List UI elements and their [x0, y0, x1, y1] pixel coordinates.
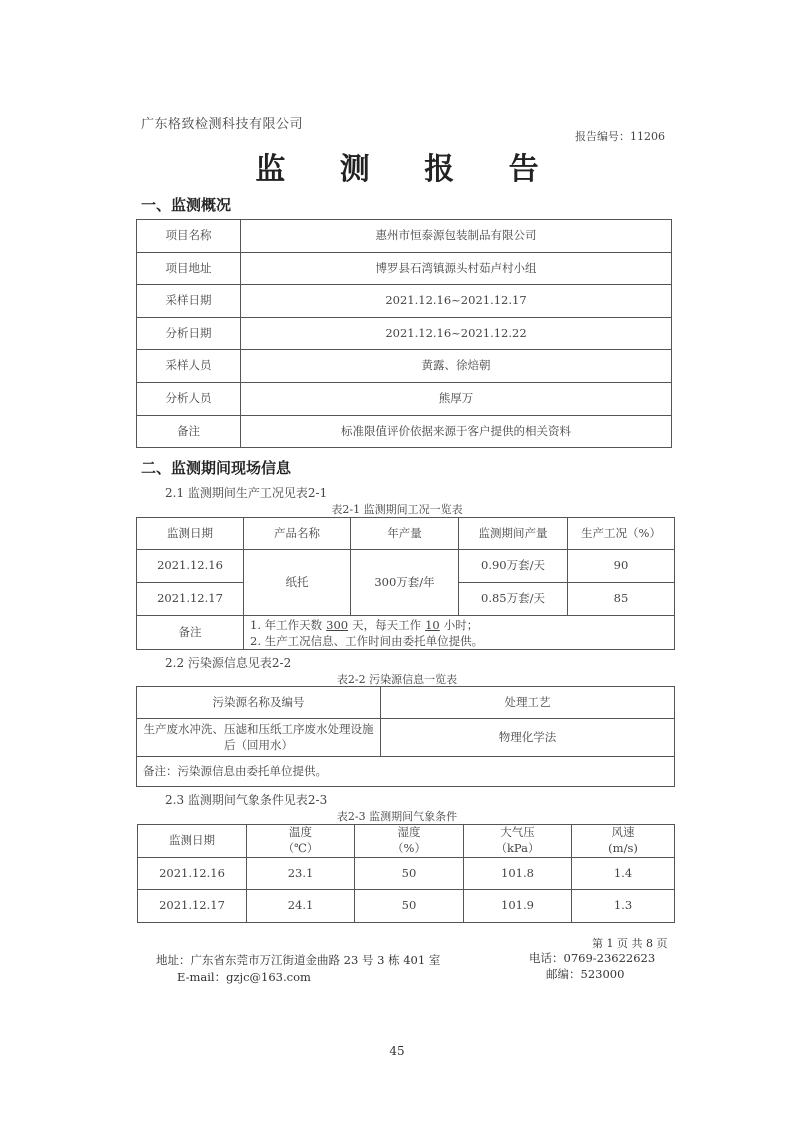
note-cell — [244, 616, 675, 650]
column-header — [138, 825, 247, 858]
column-header — [572, 825, 675, 858]
pressure-cell: 101.9 — [464, 890, 572, 923]
footer-email: E-mail：gzjc@163.com — [177, 970, 311, 984]
column-header — [355, 825, 464, 858]
table-row — [137, 757, 675, 787]
table-row — [137, 285, 672, 318]
weather-table — [137, 824, 675, 923]
work-days-value: 300 — [326, 617, 349, 632]
table-row — [137, 220, 672, 253]
column-header: 监测日期 — [137, 518, 244, 550]
table-row — [137, 382, 672, 415]
pressure-cell: 101.8 — [464, 858, 572, 890]
overview-label: 采样人员 — [137, 350, 241, 383]
page-number: 45 — [389, 1044, 405, 1058]
header-unit: （%） — [392, 841, 426, 855]
note-text: 1. 年工作天数 — [250, 617, 323, 632]
column-header: 污染源名称及编号 — [137, 687, 381, 719]
note-text: 小时； — [443, 617, 479, 632]
overview-label: 采样日期 — [137, 285, 241, 318]
header-name: 监测日期 — [169, 833, 215, 848]
output-cell: 0.85万套/天 — [459, 583, 568, 616]
rate-cell: 85 — [568, 583, 675, 616]
footer-phone: 电话：0769-23622623 — [529, 951, 656, 965]
product-cell: 纸托 — [244, 550, 351, 616]
wind-cell: 1.3 — [572, 890, 675, 923]
temperature-cell: 24.1 — [247, 890, 355, 923]
overview-value: 黄露、徐焙朝 — [241, 350, 672, 383]
header-unit: （kPa） — [495, 841, 540, 855]
header-unit: (m/s) — [608, 841, 638, 855]
table-row — [137, 719, 675, 757]
footer-address: 地址：广东省东莞市万江街道金曲路 23 号 3 栋 401 室 — [156, 953, 441, 967]
table-row — [137, 317, 672, 350]
note-label: 备注 — [137, 616, 244, 650]
table-2-1-caption: 表2-1 监测期间工况一览表 — [331, 503, 463, 516]
column-header: 生产工况（%） — [568, 518, 675, 550]
pollution-source-table — [136, 686, 675, 787]
table-row — [137, 616, 675, 650]
column-header: 年产量 — [351, 518, 459, 550]
wind-cell: 1.4 — [572, 858, 675, 890]
date-cell: 2021.12.16 — [138, 858, 247, 890]
table-header-row — [137, 687, 675, 719]
output-cell: 0.90万套/天 — [459, 550, 568, 583]
table-row — [137, 550, 675, 583]
date-cell: 2021.12.16 — [137, 550, 244, 583]
section-2-2-heading: 2.2 污染源信息见表2-2 — [165, 656, 292, 670]
table-header-row — [138, 825, 675, 858]
overview-table — [136, 219, 672, 448]
table-2-2-caption: 表2-2 污染源信息一览表 — [336, 673, 458, 686]
overview-value: 2021.12.16~2021.12.22 — [241, 317, 672, 350]
header-name: 湿度 — [397, 825, 421, 840]
table-row — [137, 252, 672, 285]
table-row — [137, 350, 672, 383]
footer-postcode: 邮编：523000 — [546, 967, 625, 981]
column-header — [464, 825, 572, 858]
overview-value: 惠州市恒泰源包装制品有限公司 — [241, 220, 672, 253]
overview-value: 博罗县石湾镇源头村茹卢村小组 — [241, 252, 672, 285]
report-number: 报告编号：11206 — [575, 130, 665, 143]
overview-label: 备注 — [137, 415, 241, 448]
humidity-cell: 50 — [355, 890, 464, 923]
note-text: 天，每天工作 — [352, 617, 422, 632]
section-2-1-heading: 2.1 监测期间生产工况见表2-1 — [165, 486, 328, 500]
overview-label: 项目地址 — [137, 252, 241, 285]
header-name: 温度 — [289, 825, 312, 840]
overview-label: 分析日期 — [137, 317, 241, 350]
work-hours-value: 10 — [425, 617, 440, 632]
annual-output-cell: 300万套/年 — [351, 550, 459, 616]
table-2-3-caption: 表2-3 监测期间气象条件 — [336, 810, 458, 823]
overview-value: 标准限值评价依据来源于客户提供的相关资料 — [241, 415, 672, 448]
temperature-cell: 23.1 — [247, 858, 355, 890]
date-cell: 2021.12.17 — [138, 890, 247, 923]
table-row — [137, 415, 672, 448]
table-row — [138, 858, 675, 890]
date-cell: 2021.12.17 — [137, 583, 244, 616]
production-table — [136, 517, 675, 650]
process-cell: 物理化学法 — [381, 719, 675, 757]
column-header: 产品名称 — [244, 518, 351, 550]
note-line-2: 2. 生产工况信息、工作时间由委托单位提供。 — [250, 633, 484, 648]
column-header: 处理工艺 — [381, 687, 675, 719]
overview-value: 熊厚万 — [241, 382, 672, 415]
section2-heading: 二、监测期间现场信息 — [141, 459, 292, 477]
table-row — [138, 890, 675, 923]
note-cell: 备注：污染源信息由委托单位提供。 — [137, 757, 675, 787]
header-name: 大气压 — [500, 825, 535, 840]
header-unit: （℃） — [282, 841, 319, 855]
section-2-3-heading: 2.3 监测期间气象条件见表2-3 — [165, 793, 328, 807]
company-name: 广东格致检测科技有限公司 — [141, 117, 304, 132]
header-name: 风速 — [611, 825, 635, 840]
table-header-row — [137, 518, 675, 550]
report-title: 监 测 报 告 — [255, 152, 561, 187]
overview-label: 项目名称 — [137, 220, 241, 253]
page-indicator: 第 1 页 共 8 页 — [592, 937, 668, 950]
overview-label: 分析人员 — [137, 382, 241, 415]
source-cell: 生产废水冲洗、压滤和压纸工序废水处理设施后（回用水） — [137, 719, 381, 757]
section1-heading: 一、监测概况 — [141, 196, 232, 214]
overview-value: 2021.12.16~2021.12.17 — [241, 285, 672, 318]
rate-cell: 90 — [568, 550, 675, 583]
humidity-cell: 50 — [355, 858, 464, 890]
note-line-1 — [250, 617, 674, 633]
column-header — [247, 825, 355, 858]
column-header: 监测期间产量 — [459, 518, 568, 550]
